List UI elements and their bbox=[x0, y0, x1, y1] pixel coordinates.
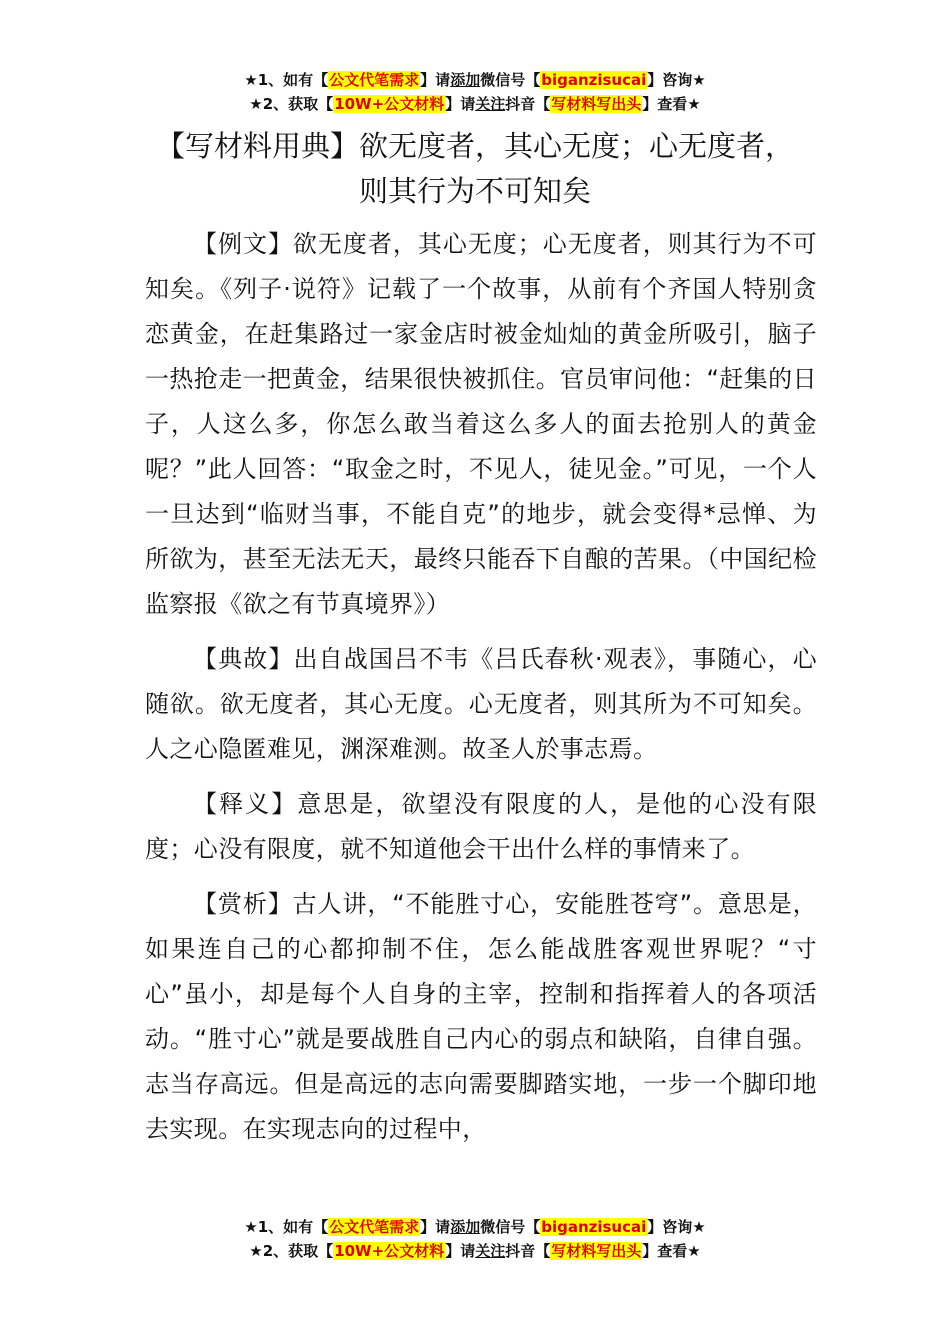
header-banner bbox=[0, 68, 950, 116]
wechat-id: biganzisucai bbox=[541, 1218, 647, 1236]
banner-text: 】咨询★ bbox=[647, 71, 706, 89]
highlight-tag: 公文代笔需求 bbox=[329, 1218, 420, 1236]
banner-text: 】请 bbox=[420, 1218, 451, 1236]
douyin-id: 写材料写出头 bbox=[551, 95, 642, 113]
highlight-tag: 公文代笔需求 bbox=[329, 71, 420, 89]
banner-text: 抖音【 bbox=[505, 1242, 551, 1260]
banner-text: 】请 bbox=[445, 95, 476, 113]
banner-text: 】请 bbox=[445, 1242, 476, 1260]
banner-text: 】查看★ bbox=[642, 1242, 701, 1260]
underlined-text: 添加 bbox=[450, 71, 481, 89]
banner-text: 抖音【 bbox=[505, 95, 551, 113]
banner-line-1 bbox=[0, 68, 950, 92]
banner-text: 】咨询★ bbox=[647, 1218, 706, 1236]
underlined-text: 关注 bbox=[475, 95, 506, 113]
banner-text: 微信号【 bbox=[480, 1218, 541, 1236]
underlined-text: 添加 bbox=[450, 1218, 481, 1236]
paragraph-meaning: 【释义】意思是，欲望没有限度的人，是他的心没有限度；心没有限度，就不知道他会干出什么样的事情来了。 bbox=[145, 790, 817, 863]
paragraph-allusion: 【典故】出自战国吕不韦《吕氏春秋·观表》，事随心，心随欲。欲无度者，其心无度。心无度者，则其所为不可知矣。人之心隐匿难见，渊深难测。故圣人於事志焉。 bbox=[145, 645, 817, 763]
banner-text: 】查看★ bbox=[642, 95, 701, 113]
douyin-id: 写材料写出头 bbox=[551, 1242, 642, 1260]
highlight-tag: 10W+公文材料 bbox=[334, 95, 445, 113]
paragraph-appreciation: 【赏析】古人讲，“不能胜寸心，安能胜苍穹”。意思是，如果连自己的心都抑制不住，怎么能战胜客观世界呢？“寸心”虽小，却是每个人自身的主宰，控制和指挥着人的各项活动。“胜寸心”就是要战胜自己内心的弱点和缺陷，自律自强。志当存高远。但是高远的志向需要脚踏实地，一步一个脚印地去实现。在实现志向的过程中， bbox=[145, 890, 817, 1143]
banner-text: 】请 bbox=[420, 71, 451, 89]
footer-banner bbox=[0, 1215, 950, 1263]
highlight-tag: 10W+公文材料 bbox=[334, 1242, 445, 1260]
banner-text: ★2、获取【 bbox=[249, 95, 334, 113]
banner-text: ★1、如有【 bbox=[244, 71, 329, 89]
document-title: 【写材料用典】欲无度者，其心无度；心无度者，则其行为不可知矣 bbox=[155, 129, 794, 208]
document-body bbox=[145, 222, 817, 1162]
banner-line-2 bbox=[0, 92, 950, 116]
wechat-id: biganzisucai bbox=[541, 71, 647, 89]
paragraph-example: 【例文】欲无度者，其心无度；心无度者，则其行为不可知矣。《列子·说符》记载了一个故事，从前有个齐国人特别贪恋黄金，在赶集路过一家金店时被金灿灿的黄金所吸引，脑子一热抢走一把黄金，结果很快被抓住。官员审问他：“赶集的日子，人这么多，你怎么敢当着这么多人的面去抢别人的黄金呢？”此人回答：“取金之时，不见人，徒见金。”可见，一个人一旦达到“临财当事，不能自克”的地步，就会变得*忌惮、为所欲为，甚至无法无天，最终只能吞下自酿的苦果。（中国纪检监察报《欲之有节真境界》） bbox=[145, 230, 817, 618]
banner-line-1 bbox=[0, 1215, 950, 1239]
banner-text: ★1、如有【 bbox=[244, 1218, 329, 1236]
banner-text: ★2、获取【 bbox=[249, 1242, 334, 1260]
underlined-text: 关注 bbox=[475, 1242, 506, 1260]
banner-line-2 bbox=[0, 1239, 950, 1263]
banner-text: 微信号【 bbox=[480, 71, 541, 89]
